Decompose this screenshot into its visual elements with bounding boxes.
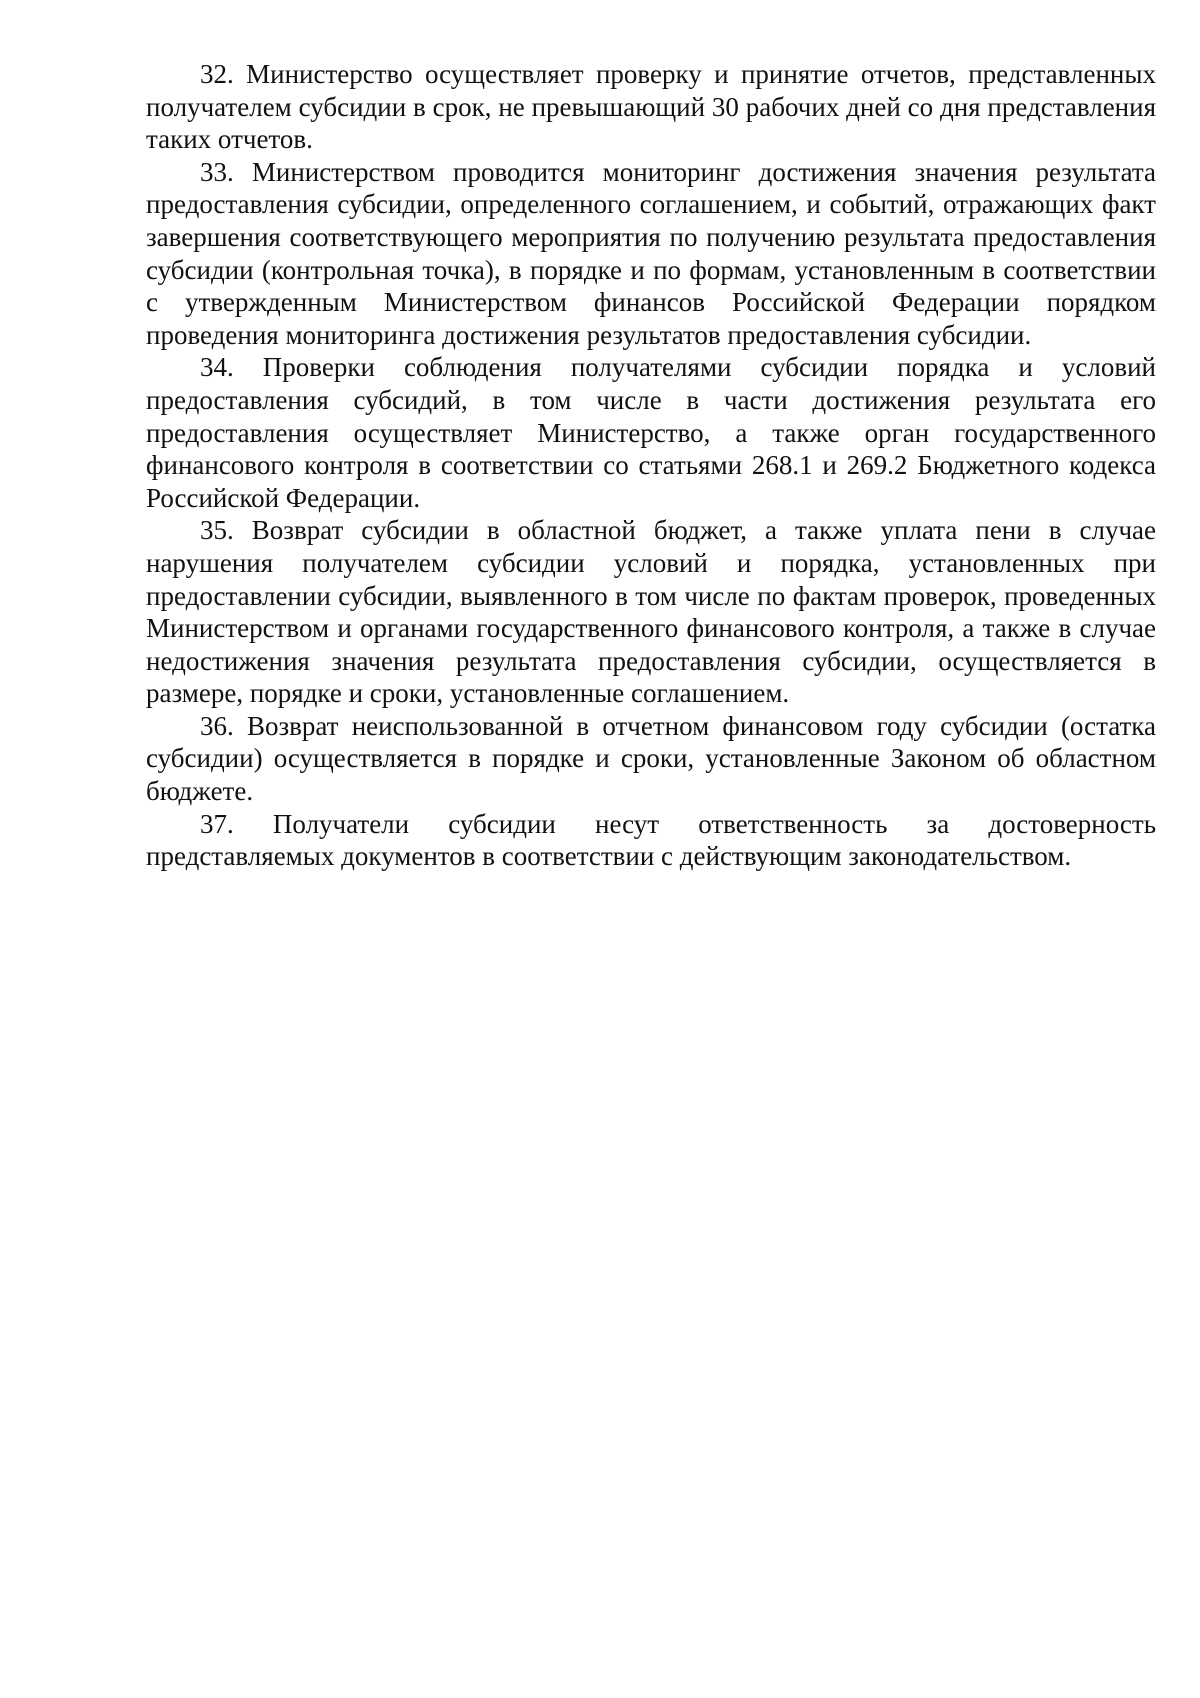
paragraph-number: 32. [200,59,234,89]
paragraph-35 [146,514,1156,710]
paragraph-36 [146,710,1156,808]
paragraph-number: 37. [200,808,234,839]
paragraph-text: Проверки соблюдения получателями субсидии порядка и условий предоставления субсидий, в том числе в части достижения результата его предоставления осуществляет Министерство, а также орган государственного финансового контроля в соответствии со статьями 268.1 и 269.2 Бюджетного кодекса Российской Федерации. [146,352,1157,513]
paragraph-number: 33. [200,156,234,187]
paragraph-text: Возврат неиспользованной в отчетном финансовом году субсидии (остатка субсидии) осуществляется в порядке и сроки, установленные Законом об областном бюджете. [146,710,1156,807]
document-body [146,58,1156,873]
paragraph-text: Возврат субсидии в областной бюджет, а также уплата пени в случае нарушения получателем субсидии условий и порядка, установленных при предоставлении субсидии, выявленного в том числе по фактам проверок, проведенных Министерством и органами государственного финансового контроля, а также в случае недостижения значения результата предоставления субсидии, осуществляется в размере, порядке и сроки, установленные соглашением. [146,515,1156,709]
paragraph-number: 36. [200,710,234,741]
paragraph-37 [146,808,1156,873]
paragraph-34 [146,351,1156,514]
paragraph-32 [146,58,1156,156]
paragraph-number: 34. [200,352,234,383]
paragraph-text: Получатели субсидии несут ответственность за достоверность представляемых документов в соответствии с действующим законодательством. [146,808,1157,872]
paragraph-number: 35. [200,515,234,546]
paragraph-text: Министерство осуществляет проверку и принятие отчетов, представленных получателем субсидии в срок, не превышающий 30 рабочих дней со дня представления таких отчетов. [146,59,1156,155]
paragraph-text: Министерством проводится мониторинг достижения значения результата предоставления субсидии, определенного соглашением, и событий, отражающих факт завершения соответствующего мероприятия по получению результата предоставления субсидии (контрольная точка), в порядке и по формам, установленным в соответствии с утвержденным Министерством финансов Российской Федерации порядком проведения мониторинга достижения результатов предоставления субсидии. [146,156,1157,350]
paragraph-33 [146,156,1156,352]
